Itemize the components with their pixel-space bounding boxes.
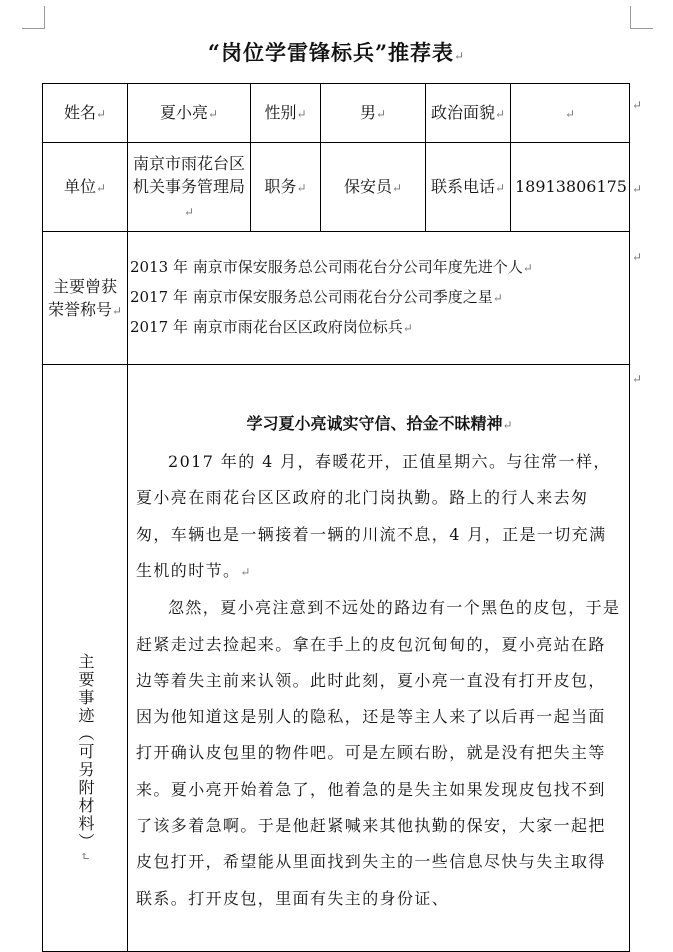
gender-label-cell: 性别↵ xyxy=(251,84,321,143)
story-paragraph: 忽然，夏小亮注意到不远处的路边有一个黑色的皮包，于是赶紧走过去捡起来。拿在手上的皮包沉甸甸的，夏小亮站在路边等着失主前来认领。此时此刻，夏小亮一直没有打开皮包，因为他知道这是别人的隐私，还是等主人来了以后再一起当面打开确认皮包里的物件吧。可是左顾右盼，就是没有把失主等来。夏小亮开始着急了，他着急的是失主如果发现皮包找不到了该多着急啊。于是他赶紧喊来其他执勤的保安，大家一起把皮包打开，希望能从里面找到失主的一些信息尽快与失主取得联系。打开皮包，里面有失主的身份证、 xyxy=(136,598,621,908)
row-end-mark-icon: ↵ xyxy=(631,182,642,196)
honors-label-cell: 主要曾获荣誉称号↵ xyxy=(43,232,128,365)
unit-value-cell[interactable]: 南京市雨花台区机关事务管理局↵ xyxy=(128,143,251,232)
name-value-cell[interactable]: 夏小亮↵ xyxy=(128,84,251,143)
table-row xyxy=(43,84,630,143)
honor-item: 2017 年 南京市雨花台区区政府岗位标兵↵ xyxy=(130,318,413,336)
position-label-cell: 职务↵ xyxy=(251,143,321,232)
honor-item: 2017 年 南京市保安服务总公司雨花台分公司季度之星↵ xyxy=(130,288,503,306)
page-corner-mark-right xyxy=(630,6,653,29)
deeds-label: 主要事迹（可另附材料）↵ xyxy=(76,652,95,864)
row-end-mark-icon: ↵ xyxy=(631,372,642,386)
gender-value-cell[interactable]: 男↵ xyxy=(321,84,426,143)
phone-value-cell[interactable]: 18913806175 xyxy=(511,143,630,232)
phone-label-cell: 联系电话↵ xyxy=(426,143,511,232)
honors-value-cell[interactable] xyxy=(128,232,630,365)
deeds-content-cell[interactable] xyxy=(128,365,630,952)
recommendation-form-table xyxy=(42,83,630,952)
politics-label-cell: 政治面貌↵ xyxy=(426,84,511,143)
page-corner-mark-left xyxy=(22,6,45,29)
politics-value-cell[interactable]: ↵ xyxy=(511,84,630,143)
story-title: 学习夏小亮诚实守信、拾金不昧精神↵ xyxy=(246,414,513,434)
paragraph-mark-icon: ↵ xyxy=(454,49,466,63)
table-row xyxy=(43,232,630,365)
position-value-cell[interactable]: 保安员↵ xyxy=(321,143,426,232)
table-row xyxy=(43,365,630,952)
row-end-mark-icon: ↵ xyxy=(631,250,642,264)
honor-item: 2013 年 南京市保安服务总公司雨花台分公司年度先进个人↵ xyxy=(130,258,533,276)
story-paragraph: 2017 年的 4 月，春暖花开，正值星期六。与往常一样，夏小亮在雨花台区区政府的北门岗执勤。路上的行人来去匆匆，车辆也是一辆接着一辆的川流不息，4 月，正是一切充满生机的时节。↵ xyxy=(136,452,611,580)
page-title: “岗位学雷锋标兵”推荐表↵ xyxy=(207,40,466,65)
name-label-cell: 姓名↵ xyxy=(43,84,128,143)
table-row xyxy=(43,143,630,232)
deeds-label-cell xyxy=(43,365,128,952)
row-end-mark-icon: ↵ xyxy=(631,98,642,112)
unit-label-cell: 单位↵ xyxy=(43,143,128,232)
